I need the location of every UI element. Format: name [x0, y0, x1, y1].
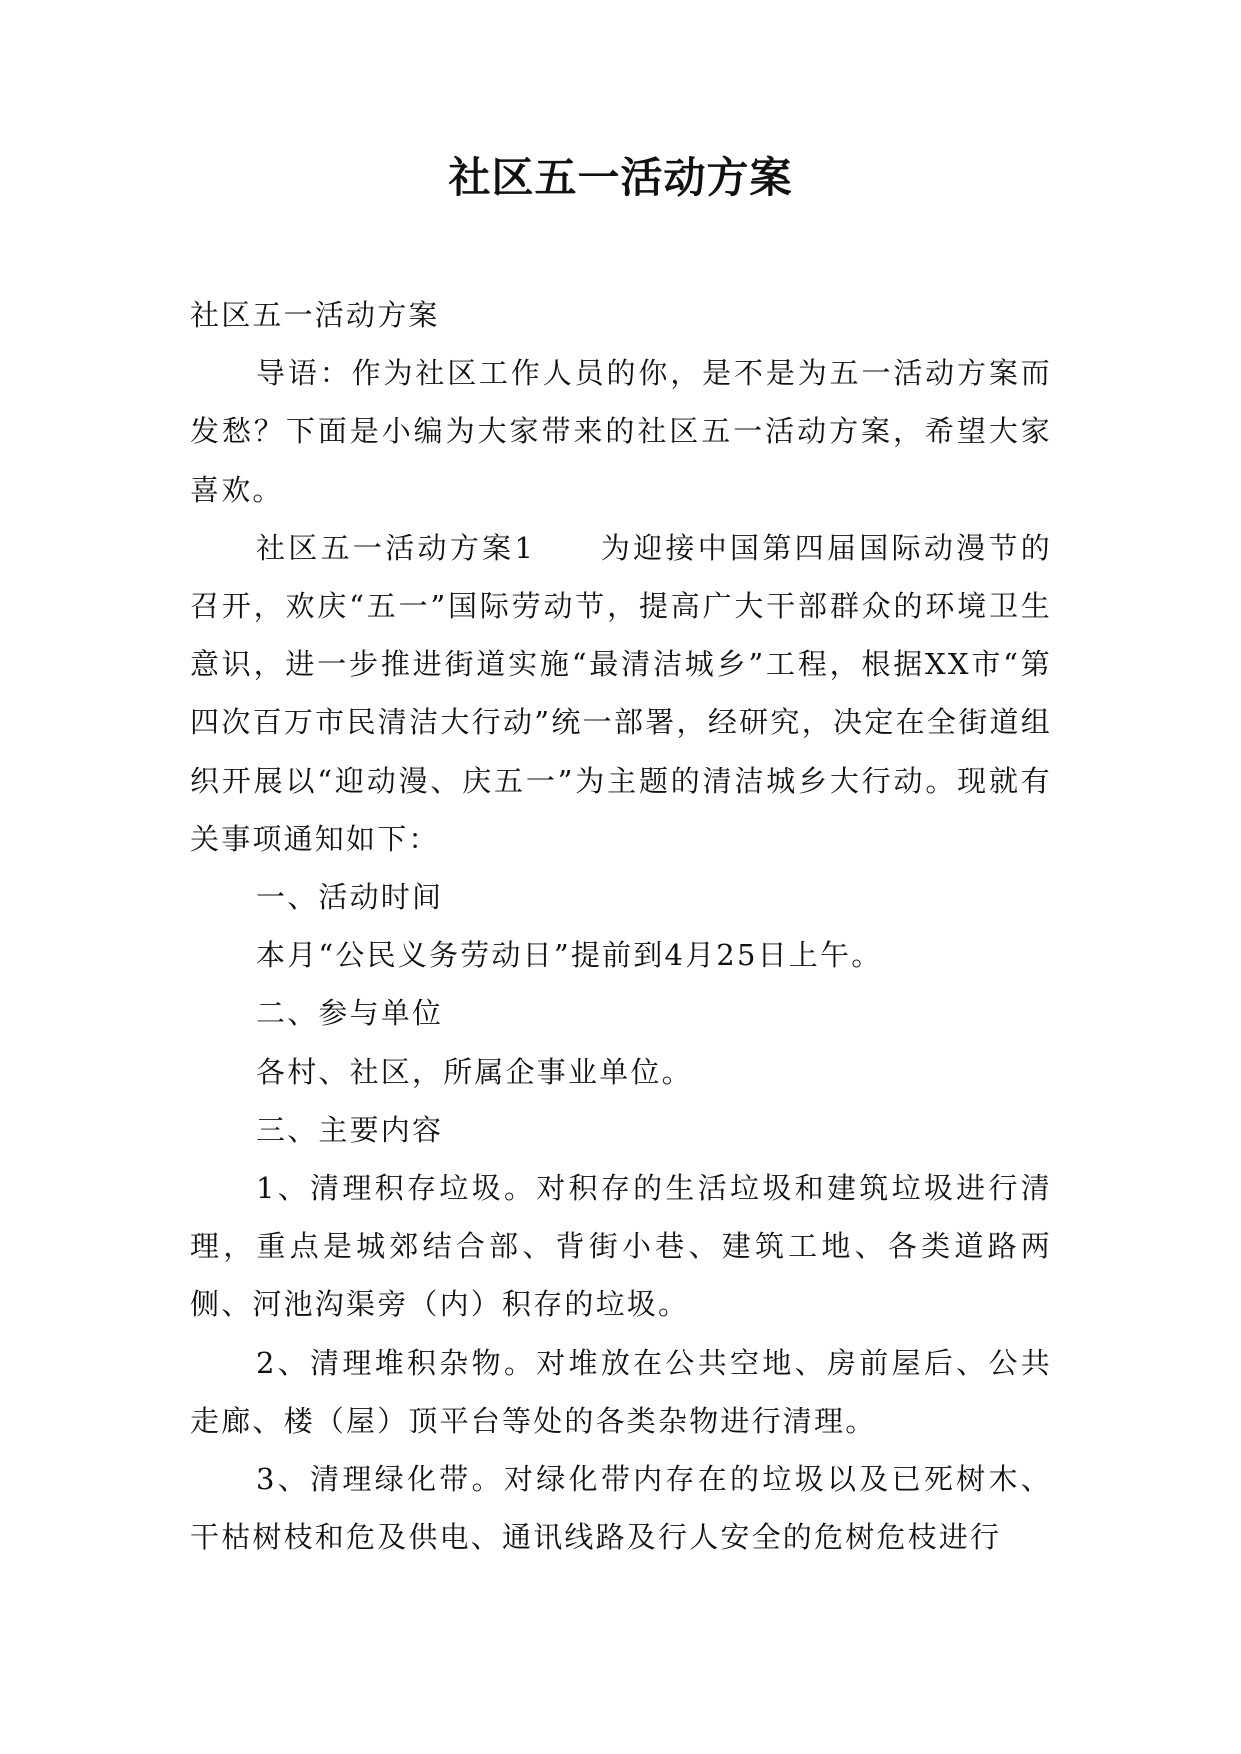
paragraph-content-3: 3、清理绿化带。对绿化带内存在的垃圾以及已死树木、干枯树枝和危及供电、通讯线路及行人安全的危树危枝进行 — [190, 1462, 1052, 1555]
paragraph-content-1: 1、清理积存垃圾。对积存的生活垃圾和建筑垃圾进行清理，重点是城郊结合部、背街小巷、建筑工地、各类道路两侧、河池沟渠旁（内）积存的垃圾。 — [190, 1171, 1052, 1322]
paragraph-content-2: 2、清理堆积杂物。对堆放在公共空地、房前屋后、公共走廊、楼（屋）顶平台等处的各类杂物进行清理。 — [190, 1345, 1052, 1438]
section-heading-participants: 二、参与单位 — [256, 996, 444, 1031]
paragraph-plan-1: 社区五一活动方案1 为迎接中国第四届国际动漫节的召开，欢庆“五一”国际劳动节，提高广大干部群众的环境卫生意识，进一步推进街道实施“最清洁城乡”工程，根据XX市“第四次百万市民清洁大行动”统一部署，经研究，决定在全街道组织开展以“迎动漫、庆五一”为主题的清洁城乡大行动。现就有关事项通知如下： — [190, 530, 1052, 856]
document-body — [190, 286, 1052, 1566]
section-heading-content: 三、主要内容 — [256, 1112, 444, 1147]
document-subtitle: 社区五一活动方案 — [190, 298, 440, 332]
paragraph-time: 本月“公民义务劳动日”提前到4月25日上午。 — [256, 938, 883, 973]
paragraph-intro: 导语：作为社区工作人员的你，是不是为五一活动方案而发愁？下面是小编为大家带来的社区五一活动方案，希望大家喜欢。 — [190, 356, 1052, 507]
document-title: 社区五一活动方案 — [448, 153, 793, 202]
paragraph-participants: 各村、社区，所属企事业单位。 — [256, 1054, 693, 1089]
section-heading-time: 一、活动时间 — [256, 880, 444, 915]
